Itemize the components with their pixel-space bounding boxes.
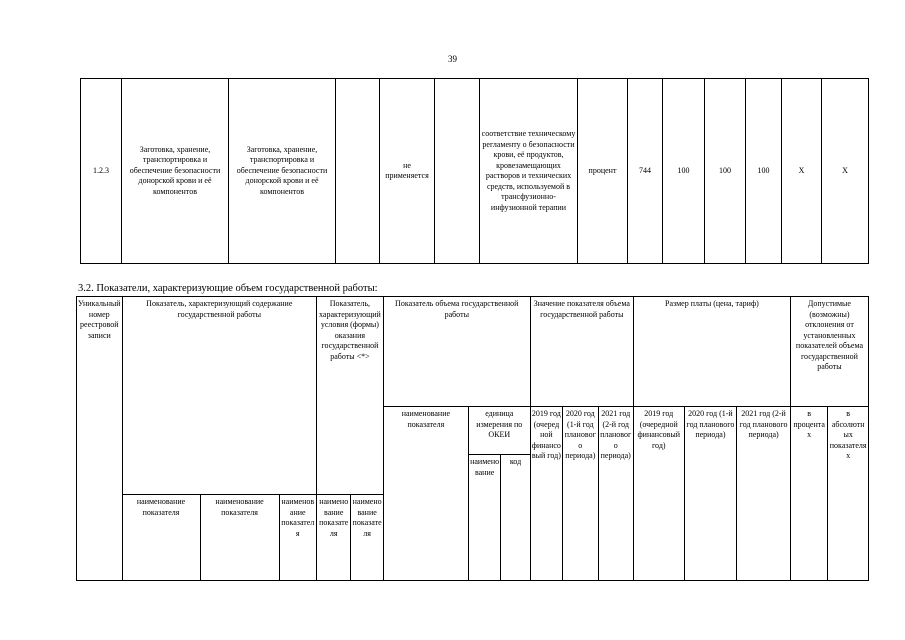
value-2020: 100: [705, 79, 746, 264]
deviation-percent: Х: [782, 79, 822, 264]
content-indicator-1: Заготовка, хранение, транспортировка и обеспечение безопасности донорской крови и её компонентов: [122, 79, 229, 264]
header-content-name-2: наименование показателя: [200, 495, 279, 581]
value-2021: 100: [746, 79, 782, 264]
content-indicator-2: Заготовка, хранение, транспортировка и обеспечение безопасности донорской крови и её компонентов: [229, 79, 336, 264]
row-code: 1.2.3: [81, 79, 122, 264]
header-value-2019: 2019 год (очередной финансовый год): [530, 407, 562, 581]
header-content: Показатель, характеризующий содержание государственной работы: [122, 297, 316, 495]
content-indicator-3: [336, 79, 380, 264]
section-heading: 3.2. Показатели, характеризующие объем государственной работы:: [78, 283, 378, 294]
header-unique-number: Уникальный номер реестровой записи: [77, 297, 123, 581]
value-2019: 100: [663, 79, 705, 264]
header-fee-2021: 2021 год (2-й год планового периода): [737, 407, 791, 581]
header-deviation-percent: в процентах: [790, 407, 827, 581]
header-deviation: Допустимые (возможны) отклонения от установленных показателей объема государственной работы: [790, 297, 868, 407]
header-value-2020: 2020 год (1-й год планового периода): [563, 407, 598, 581]
volume-indicators-table: [76, 296, 869, 581]
header-condition-name-1: наименование показателя: [317, 495, 351, 581]
header-value-2021: 2021 год (2-й год планового периода): [598, 407, 633, 581]
deviation-absolute: Х: [822, 79, 869, 264]
header-content-name-1: наименование показателя: [122, 495, 200, 581]
quality-indicator-name: соответствие техническому регламенту о безопасности крови, её продуктов, кровезамещающих растворов и технических средств, используемой в трансфузионно-инфузионной терапии: [480, 79, 578, 264]
header-volume: Показатель объема государственной работы: [383, 297, 530, 407]
table-row: [81, 79, 869, 264]
unit-okei-code: 744: [628, 79, 663, 264]
header-deviation-absolute: в абсолютных показателях: [828, 407, 869, 581]
table-row: [77, 297, 869, 407]
header-values: Значение показателя объема государственной работы: [530, 297, 633, 407]
condition-indicator-1: не применяется: [380, 79, 435, 264]
header-volume-name: наименование показателя: [383, 407, 468, 581]
header-unit-code: код: [501, 455, 530, 581]
page-number: 39: [448, 54, 457, 64]
header-condition-name-2: наименование показателя: [351, 495, 383, 581]
header-fee-2020: 2020 год (1-й год планового периода): [684, 407, 737, 581]
header-unit-name: наименование: [468, 455, 500, 581]
unit-name: процент: [578, 79, 628, 264]
quality-indicators-table: [80, 78, 869, 264]
header-content-name-3: наименование показателя: [279, 495, 316, 581]
header-conditions: Показатель, характеризующий условия (формы) оказания государственной работы <*>: [317, 297, 384, 495]
header-fee-2019: 2019 год (очередной финансовый год): [633, 407, 684, 581]
condition-indicator-2: [435, 79, 480, 264]
header-fee: Размер платы (цена, тариф): [633, 297, 790, 407]
header-volume-unit: единица измерения по ОКЕИ: [468, 407, 530, 455]
